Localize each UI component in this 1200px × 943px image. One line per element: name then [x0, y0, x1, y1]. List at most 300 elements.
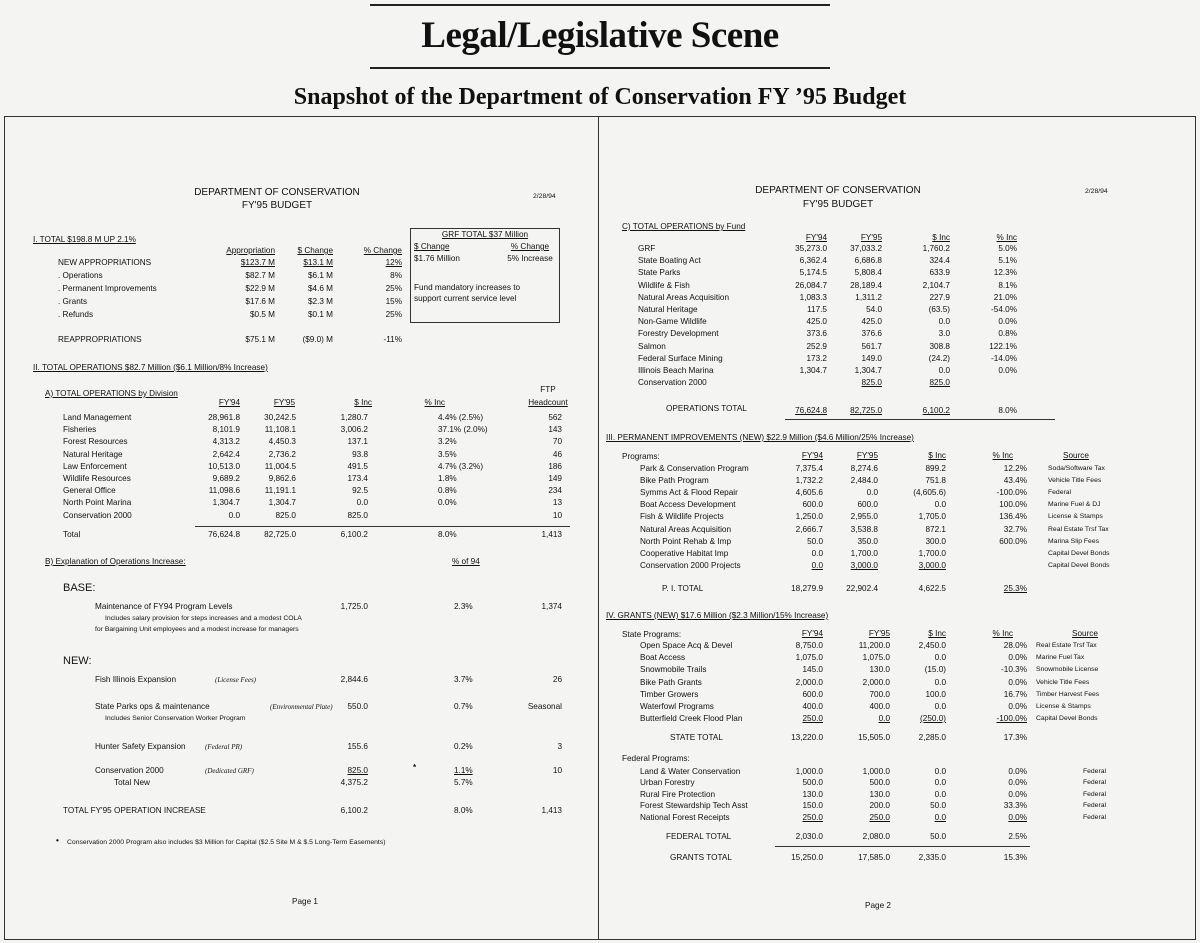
fund-row-fy94: 1,304.7 — [799, 366, 827, 375]
total-new-label: Total New — [114, 778, 150, 787]
division-row-inc: 173.4 — [347, 474, 368, 483]
new-row-headcount: 26 — [552, 675, 562, 684]
approp-row-appropriation: $82.7 M — [245, 271, 275, 280]
grants-header-source: Source — [1072, 629, 1098, 638]
pi-row-fy94: 0.0 — [811, 560, 823, 570]
approp-row-pct-change: 15% — [385, 297, 402, 306]
fund-row-fy95: 1,311.2 — [855, 292, 882, 302]
division-row-inc: 1,280.7 — [340, 413, 368, 422]
state-row-pct-inc: 0.0% — [1008, 653, 1027, 663]
total-increase-label: TOTAL FY'95 OPERATION INCREASE — [63, 806, 206, 815]
division-row-fy94: 10,513.0 — [208, 461, 240, 471]
fund-row-fy94: 117.5 — [807, 305, 827, 314]
fund-row-fy95: 54.0 — [866, 305, 882, 314]
fund-row-inc: 0.0 — [938, 366, 950, 375]
pi-row-pct-inc: 12.2% — [1003, 464, 1027, 473]
federal-row-pct-inc: 0.0% — [1008, 767, 1027, 776]
fund-total-rule — [785, 419, 1055, 420]
fund-row-fy94: 26,084.7 — [795, 280, 827, 290]
fund-row-label: Illinois Beach Marina — [638, 366, 714, 375]
pi-total-pct-inc: 25.3% — [1003, 584, 1027, 593]
pi-row-fy94: 1,250.0 — [795, 512, 823, 522]
new-label: NEW: — [63, 655, 92, 667]
pi-row-pct-inc: 43.4% — [1003, 476, 1027, 486]
division-row-label: Land Management — [63, 413, 132, 422]
page2-number: Page 2 — [865, 901, 891, 910]
total-increase-headcount: 1,413 — [541, 806, 562, 815]
total-increase-pct: 8.0% — [454, 806, 473, 815]
fund-row-fy94: 425.0 — [806, 317, 827, 327]
approp-row-pct-change: 25% — [385, 284, 402, 293]
grf-box-col1: $ Change — [414, 242, 450, 251]
division-total-headcount: 1,413 — [541, 530, 562, 539]
pi-row-fy94: 1,732.2 — [795, 476, 823, 486]
federal-row-inc: 0.0 — [934, 778, 946, 788]
pi-row-source: License & Stamps — [1048, 513, 1103, 521]
federal-row-fy94: 500.0 — [802, 778, 823, 788]
fund-row-inc: (63.5) — [928, 305, 950, 314]
maintenance-note2: for Bargaining Unit employees and a modest increase for managers — [95, 626, 299, 633]
new-row-headcount: 3 — [557, 742, 562, 751]
pi-row-pct-inc: 32.7% — [1003, 524, 1027, 534]
state-row-inc: 0.0 — [934, 653, 946, 663]
fund-row-fy94: 373.6 — [806, 329, 827, 339]
federal-row-source: Federal — [1082, 779, 1106, 787]
pi-header: FY'94 — [801, 451, 823, 460]
pi-row-inc: 300.0 — [925, 536, 946, 546]
new-row-pct: 1.1% — [454, 766, 473, 775]
division-row-label: Fisheries — [63, 425, 97, 435]
federal-total-pct-inc: 2.5% — [1008, 832, 1027, 841]
division-heading: A) TOTAL OPERATIONS by Division — [45, 389, 178, 398]
fund-row-pct-inc: 8.1% — [998, 280, 1017, 290]
pi-row-source: Vehicle Title Fees — [1048, 477, 1102, 485]
division-row-label: General Office — [63, 486, 116, 496]
new-row-source: (Dedicated GRF) — [205, 767, 254, 775]
page1-date: 2/28/94 — [533, 193, 556, 200]
total-increase-amount: 6,100.2 — [340, 806, 368, 815]
pi-total-fy95: 22,902.4 — [846, 584, 878, 593]
fund-total-pct-inc: 8.0% — [998, 406, 1017, 415]
state-row-inc: (250.0) — [920, 714, 946, 724]
division-row-fy94: 9,689.2 — [212, 474, 240, 483]
state-total-fy95: 15,505.0 — [858, 733, 890, 742]
division-row-inc: 137.1 — [347, 437, 368, 447]
approp-row-dollar-change: $13.1 M — [303, 258, 333, 267]
division-row-fy94: 2,642.4 — [212, 449, 240, 459]
state-row-fy95: 700.0 — [869, 689, 890, 699]
pi-row-label: Fish & Wildlife Projects — [640, 512, 724, 522]
approp-row-label: . Refunds — [58, 310, 94, 319]
state-row-inc: 2,450.0 — [918, 641, 946, 650]
fund-row-label: Wildlife & Fish — [638, 280, 690, 290]
approp-header-pct-change: % Change — [363, 246, 402, 255]
state-row-label: Snowmobile Trails — [640, 665, 707, 675]
state-row-source: Marine Fuel Tax — [1036, 654, 1085, 662]
pi-row-fy94: 4,605.6 — [795, 488, 823, 498]
fund-row-label: Natural Areas Acquisition — [638, 292, 730, 302]
division-row-label: Law Enforcement — [63, 461, 127, 471]
grf-box-note2: support current service level — [414, 294, 517, 303]
state-row-pct-inc: 16.7% — [1003, 689, 1027, 699]
pi-row-fy94: 7,375.4 — [795, 464, 823, 473]
division-row-headcount: 186 — [548, 461, 562, 471]
pi-row-label: Symms Act & Flood Repair — [640, 488, 738, 498]
fund-row-pct-inc: -54.0% — [991, 305, 1017, 314]
grants-total-label: GRANTS TOTAL — [670, 853, 732, 862]
state-row-label: Bike Path Grants — [640, 677, 702, 687]
fund-row-fy95: 37,033.2 — [850, 244, 882, 253]
division-row-fy94: 4,313.2 — [212, 437, 240, 447]
new-row-pct: 3.7% — [454, 675, 473, 684]
approp-row-appropriation: $22.9 M — [245, 284, 275, 293]
div-header-inc: $ Inc — [354, 398, 372, 407]
division-row-pct-inc: 3.5% — [438, 449, 457, 459]
federal-row-pct-inc: 0.0% — [1008, 778, 1027, 788]
fund-row-fy94: 6,362.4 — [799, 256, 827, 266]
federal-total-fy95: 2,080.0 — [862, 832, 890, 841]
division-total-fy94: 76,624.8 — [208, 530, 240, 539]
new-row-pct: 0.7% — [454, 702, 473, 711]
fund-row-fy95: 376.6 — [861, 329, 882, 339]
fund-header: FY'95 — [860, 233, 882, 242]
fund-header: FY'94 — [805, 233, 827, 242]
new-row-amount: 825.0 — [347, 766, 368, 775]
pi-total-label: P. I. TOTAL — [662, 584, 704, 593]
division-row-fy94: 8,101.9 — [212, 425, 240, 435]
new-row-label: Hunter Safety Expansion — [95, 742, 186, 751]
fund-row-pct-inc: 122.1% — [989, 341, 1017, 351]
federal-row-inc: 0.0 — [934, 767, 946, 776]
pi-row-fy94: 2,666.7 — [795, 524, 823, 534]
pi-row-fy95: 0.0 — [866, 488, 878, 498]
maintenance-note1: Includes salary provision for steps increases and a modest COLA — [105, 615, 302, 622]
state-row-source: Snowmobile License — [1036, 666, 1099, 674]
grants-total-pct-inc: 15.3% — [1003, 853, 1027, 862]
division-row-headcount: 143 — [548, 425, 562, 435]
federal-row-inc: 0.0 — [934, 789, 946, 799]
fund-row-fy94: 1,083.3 — [799, 292, 827, 302]
masthead-subtitle: Snapshot of the Department of Conservation FY ’95 Budget — [293, 84, 907, 110]
pi-row-label: Conservation 2000 Projects — [640, 560, 741, 570]
fund-row-fy95: 425.0 — [861, 317, 882, 327]
fund-row-label: State Boating Act — [638, 256, 701, 266]
division-total-fy95: 82,725.0 — [264, 530, 296, 539]
state-row-source: Real Estate Trsf Tax — [1036, 642, 1097, 649]
new-row-label: Conservation 2000 — [95, 766, 164, 775]
division-row-pct-inc: 0.8% — [438, 486, 457, 496]
division-row-fy95: 4,450.3 — [268, 437, 296, 447]
fund-row-fy95: 6,686.8 — [854, 256, 882, 266]
state-row-pct-inc: -100.0% — [996, 714, 1027, 724]
pi-row-inc: 751.8 — [925, 476, 946, 486]
programs-label: Programs: — [622, 452, 660, 461]
new-row-source: (Environmental Plate) — [270, 703, 333, 711]
new-row-amount: 550.0 — [347, 702, 368, 711]
fund-row-fy95: 1,304.7 — [854, 366, 882, 375]
parks-note: Includes Senior Conservation Worker Program — [105, 715, 246, 722]
division-row-headcount: 234 — [548, 486, 562, 496]
masthead-title: Legal/Legislative Scene — [421, 15, 779, 56]
fund-row-inc: 2,104.7 — [922, 280, 950, 290]
grants-total-inc: 2,335.0 — [918, 853, 946, 862]
division-row-fy94: 11,098.6 — [208, 486, 240, 496]
state-row-inc: 0.0 — [934, 677, 946, 687]
approp-row-appropriation: $0.5 M — [249, 310, 275, 319]
fund-row-pct-inc: 12.3% — [993, 268, 1017, 278]
state-row-label: Waterfowl Programs — [640, 702, 714, 711]
pi-row-fy94: 0.0 — [811, 548, 823, 558]
division-row-fy95: 11,191.1 — [264, 486, 296, 496]
approp-row-appropriation: $17.6 M — [245, 297, 275, 306]
section-ii-heading: II. TOTAL OPERATIONS $82.7 Million ($6.1 Million/8% Increase) — [33, 363, 268, 372]
state-row-source: Vehicle Title Fees — [1036, 678, 1090, 686]
federal-total-fy94: 2,030.0 — [795, 832, 823, 841]
state-row-fy94: 2,000.0 — [795, 677, 823, 687]
state-total-pct-inc: 17.3% — [1003, 733, 1027, 742]
division-row-label: Natural Heritage — [63, 449, 123, 459]
state-row-source: Timber Harvest Fees — [1036, 690, 1100, 698]
fund-row-inc: 633.9 — [929, 268, 950, 278]
maintenance-pct: 2.3% — [454, 602, 473, 611]
fund-row-inc: 1,760.2 — [922, 244, 950, 253]
masthead — [0, 0, 1200, 118]
div-header-fy94: FY'94 — [218, 398, 240, 407]
pi-row-inc: 3,000.0 — [918, 560, 946, 570]
pi-header: $ Inc — [928, 451, 946, 460]
grants-heading: IV. GRANTS (NEW) $17.6 Million ($2.3 Million/15% Increase) — [606, 611, 829, 620]
pi-total-fy94: 18,279.9 — [791, 584, 823, 593]
state-row-fy95: 2,000.0 — [862, 677, 890, 687]
division-row-label: Conservation 2000 — [63, 510, 132, 520]
division-row-fy95: 11,004.5 — [264, 461, 296, 471]
state-total-inc: 2,285.0 — [918, 733, 946, 742]
pi-header: FY'95 — [856, 451, 878, 460]
division-row-headcount: 46 — [552, 449, 562, 459]
federal-row-fy94: 250.0 — [802, 812, 823, 822]
division-row-pct-inc: 37.1% (2.0%) — [438, 425, 488, 435]
masthead-top-rule — [370, 4, 830, 6]
fund-row-fy95: 561.7 — [861, 341, 882, 351]
state-row-source: License & Stamps — [1036, 703, 1091, 710]
fund-row-fy95: 5,808.4 — [854, 268, 882, 278]
reapprop-pct-change: -11% — [383, 335, 402, 344]
grants-header: FY'95 — [868, 629, 890, 638]
division-row-inc: 0.0 — [356, 498, 368, 508]
division-row-label: Wildlife Resources — [63, 474, 131, 483]
pi-row-source: Marina Slip Fees — [1048, 537, 1099, 545]
approp-row-dollar-change: $2.3 M — [307, 297, 333, 306]
federal-row-fy95: 130.0 — [869, 789, 890, 799]
state-row-fy95: 1,075.0 — [862, 653, 890, 663]
division-row-inc: 93.8 — [352, 449, 368, 459]
state-total-fy94: 13,220.0 — [791, 733, 823, 742]
pi-row-fy95: 2,955.0 — [850, 512, 878, 522]
page1-number: Page 1 — [292, 897, 318, 906]
fund-row-inc: 324.4 — [929, 256, 950, 266]
fund-row-fy94: 173.2 — [806, 353, 827, 363]
pi-row-source: Marine Fuel & DJ — [1048, 501, 1101, 509]
division-row-inc: 92.5 — [352, 486, 368, 496]
state-row-label: Open Space Acq & Devel — [640, 641, 733, 650]
fund-row-inc: 0.0 — [938, 317, 950, 327]
pi-row-fy95: 350.0 — [857, 536, 878, 546]
state-row-label: Butterfield Creek Flood Plan — [640, 714, 743, 724]
fund-header: $ Inc — [932, 233, 950, 242]
pi-row-fy95: 3,538.8 — [850, 524, 878, 534]
division-row-pct-inc: 4.4% (2.5%) — [438, 413, 484, 422]
federal-row-pct-inc: 0.0% — [1008, 789, 1027, 799]
pi-row-label: Park & Conservation Program — [640, 464, 749, 473]
pi-row-inc: 0.0 — [934, 500, 946, 510]
division-total-inc: 6,100.2 — [340, 530, 368, 539]
pi-row-source: Capital Devel Bonds — [1048, 561, 1110, 569]
division-row-fy95: 2,736.2 — [268, 449, 296, 459]
grf-box-value1: $1.76 Million — [414, 254, 460, 263]
grants-header: $ Inc — [928, 629, 946, 638]
fund-row-pct-inc: 5.1% — [998, 256, 1017, 266]
division-total-rule — [195, 526, 570, 527]
fund-total-label: OPERATIONS TOTAL — [666, 404, 747, 413]
federal-row-fy94: 150.0 — [802, 801, 823, 811]
fund-total-inc: 6,100.2 — [922, 406, 950, 415]
fund-row-label: Federal Surface Mining — [638, 353, 723, 363]
fund-header: % Inc — [996, 233, 1017, 242]
fund-row-label: GRF — [638, 244, 656, 253]
federal-total-label: FEDERAL TOTAL — [666, 832, 732, 841]
state-row-pct-inc: 0.0% — [1008, 677, 1027, 687]
pi-row-pct-inc: -100.0% — [996, 488, 1027, 498]
grf-box-note1: Fund mandatory increases to — [414, 283, 521, 292]
federal-row-inc: 50.0 — [930, 801, 946, 811]
division-row-fy94: 0.0 — [228, 510, 240, 520]
federal-programs-label: Federal Programs: — [622, 754, 690, 763]
fund-row-label: Non-Game Wildlife — [638, 317, 707, 327]
footnote-text: Conservation 2000 Program also includes $3 Million for Capital ($2.5 Site M & $.5 Long-Term Easements) — [67, 839, 386, 846]
state-row-fy94: 250.0 — [802, 714, 823, 724]
pi-row-source: Federal — [1048, 489, 1072, 497]
pi-row-fy95: 2,484.0 — [850, 476, 878, 486]
page-divider — [598, 116, 599, 940]
state-row-inc: 100.0 — [925, 689, 946, 699]
pi-row-label: Cooperative Habitat Imp — [640, 548, 729, 558]
federal-row-label: National Forest Receipts — [640, 812, 730, 822]
fund-row-fy95: 28,189.4 — [850, 280, 882, 290]
page1-budget-title: FY'95 BUDGET — [241, 200, 313, 211]
approp-row-pct-change: 25% — [385, 310, 402, 319]
pi-row-source: Soda/Software Tax — [1048, 465, 1105, 472]
maintenance-amount: 1,725.0 — [340, 602, 368, 611]
total-new-pct: 5.7% — [454, 778, 473, 787]
pi-row-inc: 1,705.0 — [918, 512, 946, 522]
new-row-label: Fish Illinois Expansion — [95, 675, 177, 684]
new-row-amount: 2,844.6 — [340, 675, 368, 684]
state-row-label: Boat Access — [640, 653, 686, 663]
division-row-pct-inc: 3.2% — [438, 437, 457, 447]
new-row-label: State Parks ops & maintenance — [95, 702, 210, 711]
new-row-amount: 155.6 — [347, 742, 368, 751]
federal-row-source: Federal — [1082, 802, 1106, 810]
fund-row-pct-inc: -14.0% — [991, 353, 1017, 363]
state-row-pct-inc: -10.3% — [1001, 665, 1027, 675]
div-header-ftp: FTP — [540, 385, 556, 394]
fund-total-fy94: 76,624.8 — [795, 406, 827, 415]
division-row-fy94: 1,304.7 — [212, 498, 240, 508]
state-row-fy95: 11,200.0 — [858, 641, 890, 650]
fund-total-fy95: 82,725.0 — [850, 406, 882, 415]
federal-row-source: Federal — [1082, 768, 1106, 775]
state-row-inc: 0.0 — [934, 702, 946, 711]
pi-row-pct-inc: 136.4% — [999, 512, 1027, 522]
federal-row-pct-inc: 0.0% — [1008, 812, 1027, 822]
reapprop-dollar-change: ($9.0) M — [302, 335, 333, 344]
pi-row-label: Natural Areas Acquisition — [640, 524, 732, 534]
page2-date: 2/28/94 — [1085, 188, 1108, 195]
fund-row-label: Forestry Development — [638, 329, 719, 339]
fund-row-pct-inc: 0.8% — [998, 329, 1017, 339]
division-row-fy95: 1,304.7 — [268, 498, 296, 508]
division-total-pct-inc: 8.0% — [438, 530, 457, 539]
state-row-fy94: 8,750.0 — [795, 641, 823, 650]
pi-row-label: Bike Path Program — [640, 476, 709, 486]
fund-row-fy94: 35,273.0 — [795, 244, 827, 253]
federal-row-pct-inc: 33.3% — [1003, 801, 1027, 811]
new-row-headcount: 10 — [552, 766, 562, 775]
pi-row-fy94: 600.0 — [802, 500, 823, 510]
federal-row-source: Federal — [1082, 813, 1106, 821]
pct-of-94-header: % of 94 — [452, 557, 480, 566]
fund-row-fy95: 149.0 — [861, 353, 882, 363]
maintenance-headcount: 1,374 — [541, 602, 562, 611]
division-row-fy95: 30,242.5 — [264, 413, 296, 422]
grants-header: % Inc — [992, 629, 1013, 638]
total-line: I. TOTAL $198.8 M UP 2.1% — [33, 235, 136, 244]
federal-row-fy94: 130.0 — [802, 789, 823, 799]
state-row-pct-inc: 0.0% — [1008, 702, 1027, 711]
pi-header-source: Source — [1063, 451, 1089, 460]
new-row-pct: 0.2% — [454, 742, 473, 751]
federal-row-label: Forest Stewardship Tech Asst — [640, 801, 748, 811]
pi-row-label: North Point Rehab & Imp — [640, 536, 732, 546]
new-row-source: (Federal PR) — [205, 743, 243, 751]
fund-row-label: Salmon — [638, 341, 666, 351]
division-row-inc: 825.0 — [347, 510, 368, 520]
pi-row-source: Real Estate Trsf Tax — [1048, 525, 1109, 533]
state-row-label: Timber Growers — [640, 689, 699, 699]
federal-row-source: Federal — [1082, 790, 1106, 798]
approp-header-appropriation: Appropriation — [226, 246, 275, 255]
federal-row-inc: 0.0 — [934, 812, 946, 822]
pi-row-fy94: 50.0 — [807, 536, 823, 546]
approp-row-label: . Permanent Improvements — [58, 284, 157, 293]
fund-row-label: Conservation 2000 — [638, 378, 707, 388]
fund-row-pct-inc: 0.0% — [998, 317, 1017, 327]
division-total-label: Total — [63, 530, 81, 539]
division-row-inc: 3,006.2 — [340, 425, 368, 435]
state-total-label: STATE TOTAL — [670, 733, 723, 742]
federal-row-fy94: 1,000.0 — [795, 767, 823, 776]
grf-box-title: GRF TOTAL $37 Million — [441, 230, 529, 239]
pi-row-pct-inc: 600.0% — [999, 536, 1027, 546]
pi-row-fy95: 1,700.0 — [850, 548, 878, 558]
pi-row-fy95: 600.0 — [857, 500, 878, 510]
maintenance-label: Maintenance of FY94 Program Levels — [95, 602, 233, 611]
approp-header-dollar-change: $ Change — [297, 246, 333, 255]
new-row-headcount: Seasonal — [527, 702, 562, 711]
fund-row-inc: (24.2) — [928, 353, 950, 363]
fund-row-inc: 3.0 — [938, 329, 950, 339]
division-row-headcount: 70 — [552, 437, 562, 447]
